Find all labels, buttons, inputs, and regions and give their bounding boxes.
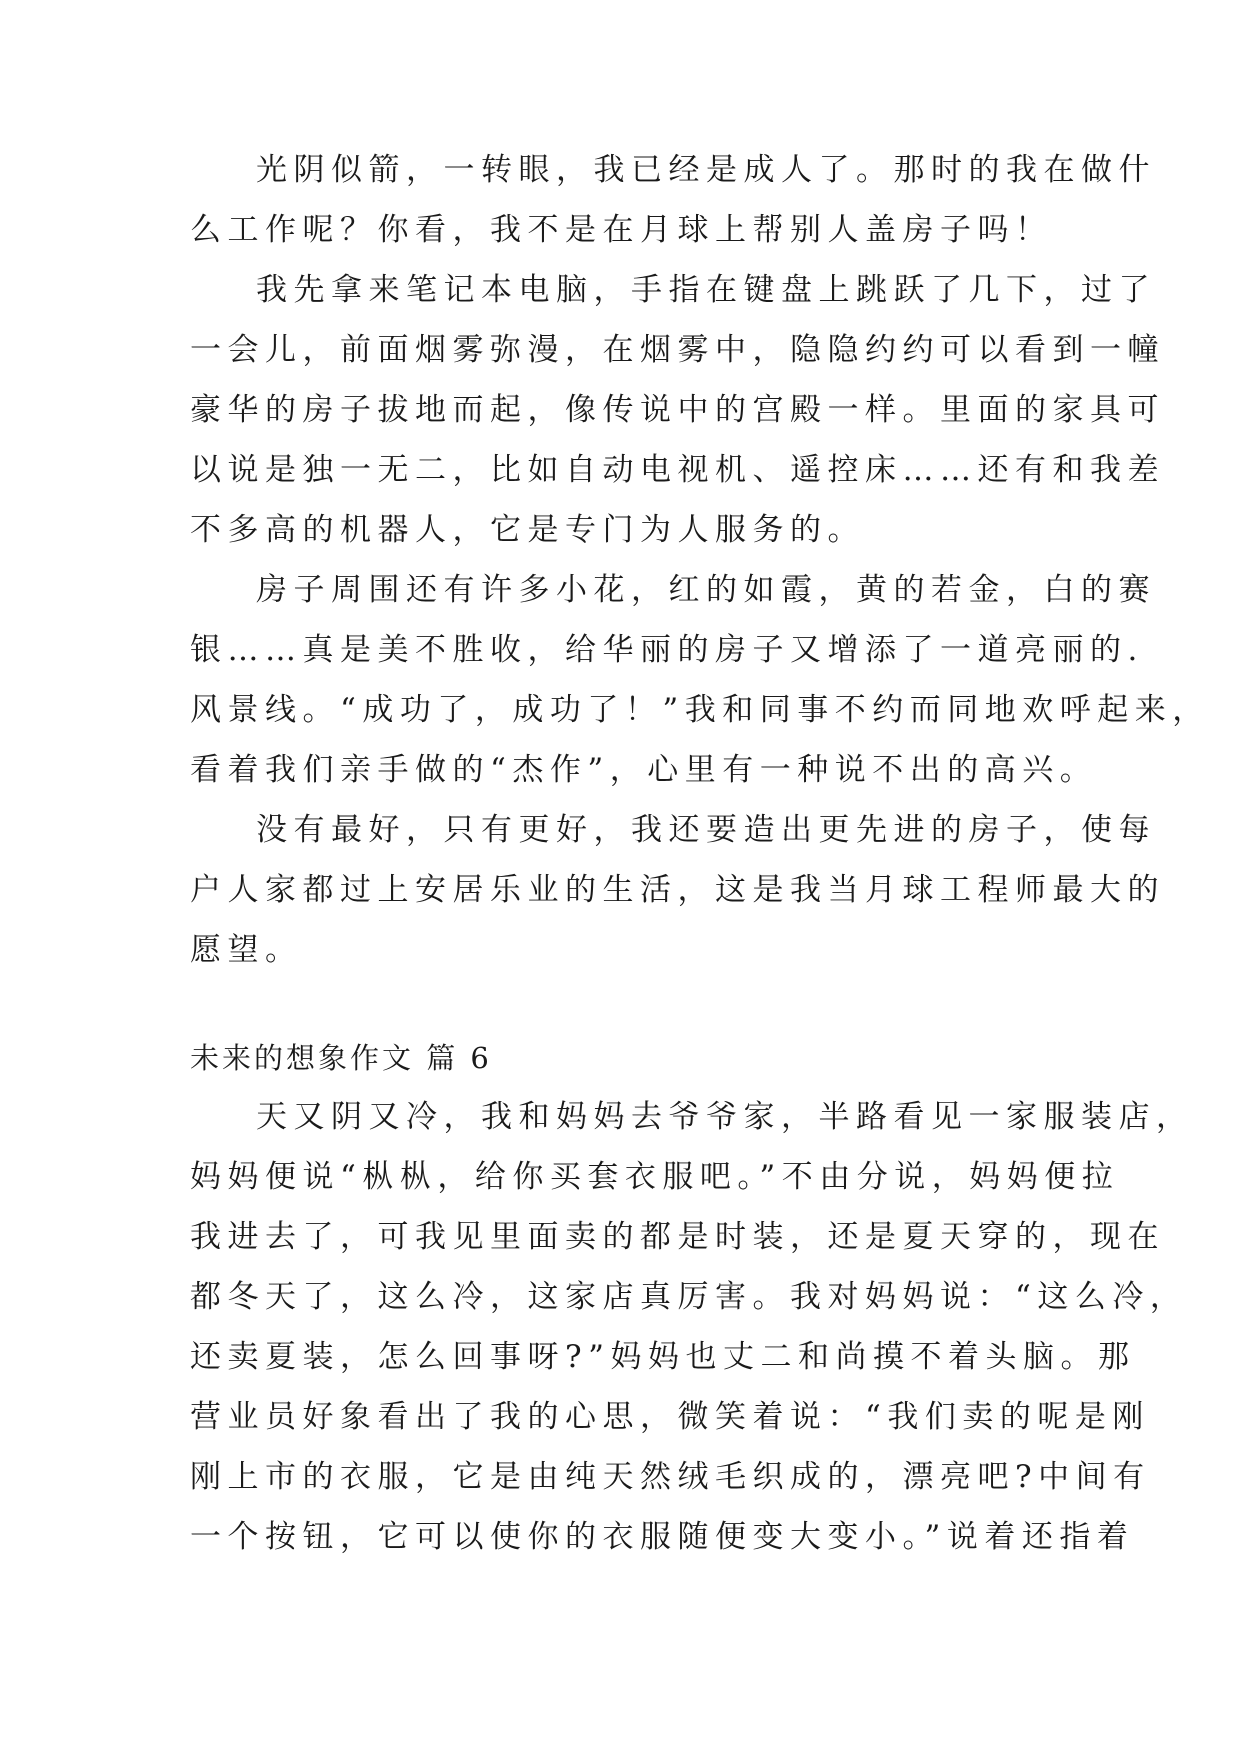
paragraph-5-line-7: 刚上市的衣服，它是由纯天然绒毛织成的，漂亮吧?中间有 [190,1459,1151,1495]
paragraph-5-line-4: 都冬天了，这么冷，这家店真厉害。我对妈妈说：“这么冷， [190,1279,1188,1315]
paragraph-3-line-4: 看着我们亲手做的“杰作”，心里有一种说不出的高兴。 [190,752,1098,788]
paragraph-4-line-2: 户人家都过上安居乐业的生活，这是我当月球工程师最大的 [190,872,1165,908]
paragraph-1-line-1: 光阴似箭，一转眼，我已经是成人了。那时的我在做什 [256,152,1156,188]
paragraph-5-line-2: 妈妈便说“枞枞，给你买套衣服吧。”不由分说，妈妈便拉 [190,1159,1120,1195]
paragraph-3-line-2: 银……真是美不胜收，给华丽的房子又增添了一道亮丽的. [190,632,1144,668]
paragraph-2-line-4: 以说是独一无二，比如自动电视机、遥控床……还有和我差 [190,452,1165,488]
paragraph-5-line-3: 我进去了，可我见里面卖的都是时装，还是夏天穿的，现在 [190,1219,1165,1255]
paragraph-2-line-1: 我先拿来笔记本电脑，手指在键盘上跳跃了几下，过了 [256,272,1156,308]
paragraph-4-line-3: 愿望。 [190,932,303,968]
paragraph-5-line-1: 天又阴又冷，我和妈妈去爷爷家，半路看见一家服装店， [256,1099,1194,1135]
paragraph-2-line-3: 豪华的房子拔地而起，像传说中的宫殿一样。里面的家具可 [190,392,1165,428]
paragraph-2-line-2: 一会儿，前面烟雾弥漫，在烟雾中，隐隐约约可以看到一幢 [190,332,1165,368]
paragraph-4-line-1: 没有最好，只有更好，我还要造出更先进的房子，使每 [256,812,1156,848]
section-heading: 未来的想象作文 篇 6 [190,1041,492,1075]
article-body-bottom [190,1087,1194,1567]
article-body-top [190,140,1210,980]
paragraph-1-line-2: 么工作呢？你看，我不是在月球上帮别人盖房子吗！ [190,212,1053,248]
paragraph-5-line-6: 营业员好象看出了我的心思，微笑着说：“我们卖的呢是刚 [190,1399,1150,1435]
paragraph-3-line-1: 房子周围还有许多小花，红的如霞，黄的若金，白的赛 [256,572,1156,608]
paragraph-3-line-3: 风景线。“成功了，成功了！”我和同事不约而同地欢呼起来， [190,692,1210,728]
paragraph-5-line-8: 一个按钮，它可以使你的衣服随便变大变小。”说着还指着 [190,1519,1135,1555]
paragraph-2-line-5: 不多高的机器人，它是专门为人服务的。 [190,512,865,548]
paragraph-5-line-5: 还卖夏装，怎么回事呀?”妈妈也丈二和尚摸不着头脑。那 [190,1339,1136,1375]
